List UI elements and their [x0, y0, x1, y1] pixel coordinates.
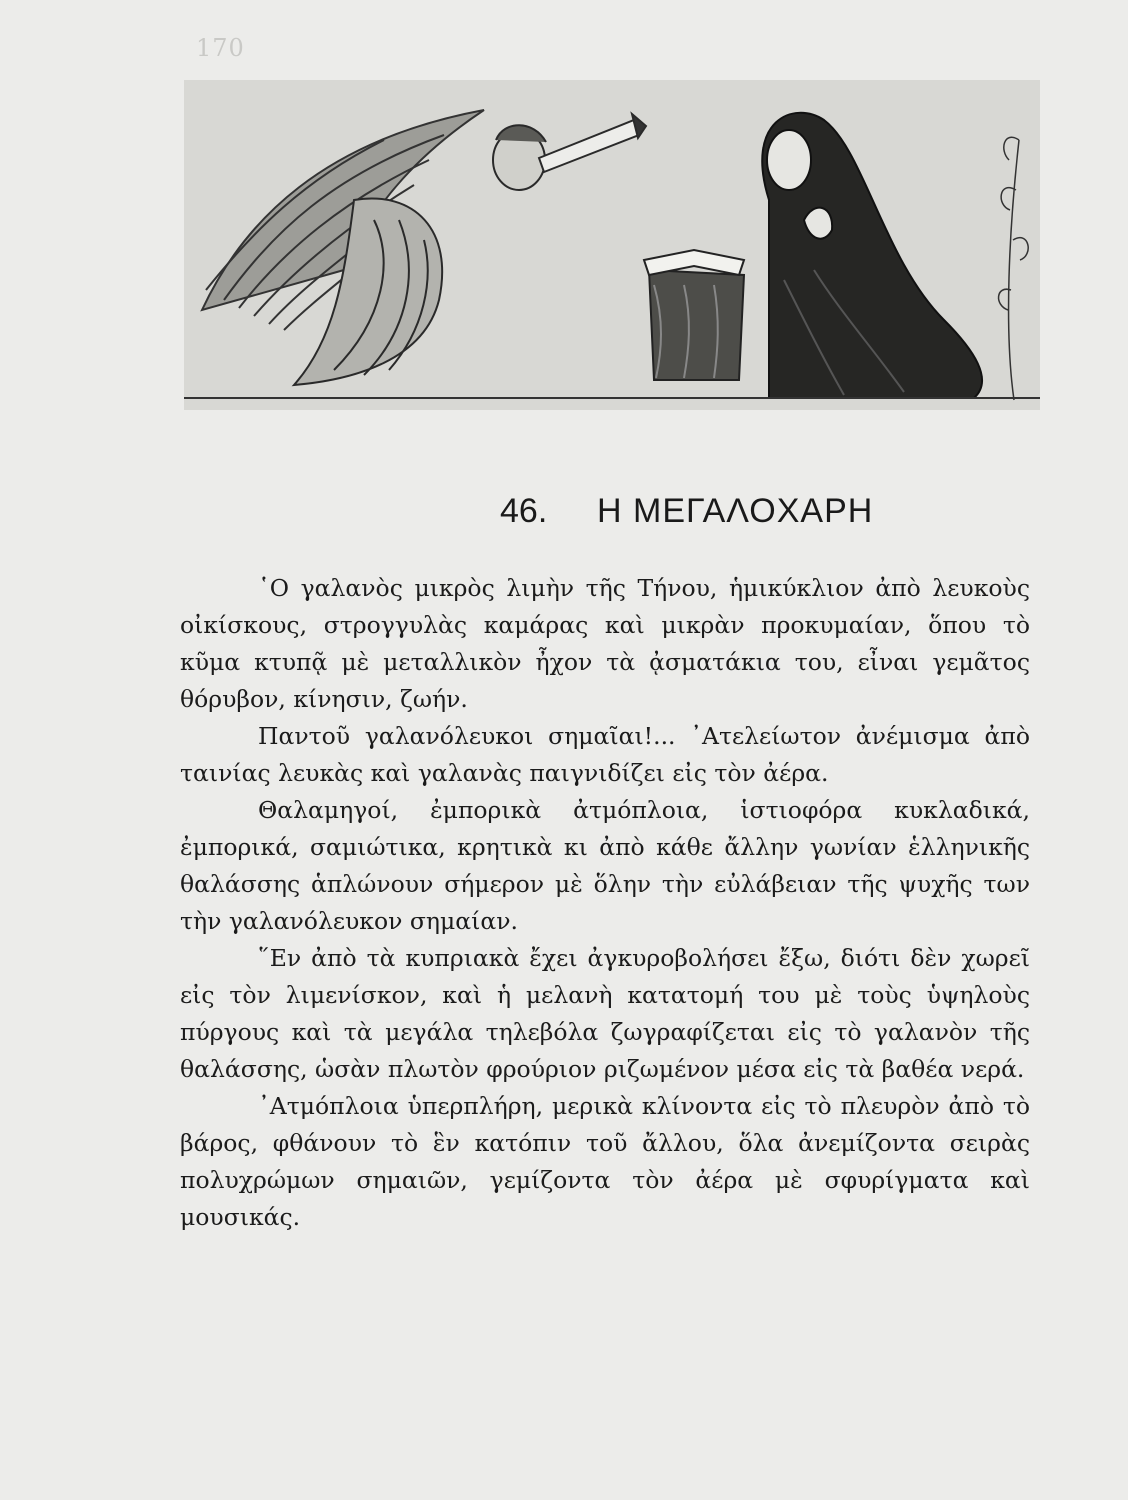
annunciation-illustration — [184, 80, 1040, 410]
paragraph: Θαλαμηγοί, ἐμπορικὰ ἀτμόπλοια, ἱστιοφόρα κυκλαδικά, ἐμπορικά, σαμιώτικα, κρητικὰ κι ἀπὸ κάθε ἄλλην γωνίαν ἑλληνικῆς θαλάσσης ἁπλώνουν σήμερον μὲ ὅλην τὴν εὐλάβειαν τῆς ψυχῆς των τὴν γαλανόλευκον σημαίαν. — [180, 796, 1030, 935]
paragraph: ῾Ο γαλανὸς μικρὸς λιμὴν τῆς Τήνου, ἡμικύκλιον ἀπὸ λευκοὺς οἰκίσκους, στρογγυλὰς καμάρας καὶ μικρὰν προκυμαίαν, ὅπου τὸ κῦμα κτυπᾷ μὲ μεταλλικὸν ἦχον τὰ ᾀσματάκια του, εἶναι γεμᾶτος θόρυβον, κίνησιν, ζωήν. — [180, 574, 1030, 713]
paragraph: ᾿Ατμόπλοια ὑπερπλήρη, μερικὰ κλίνοντα εἰς τὸ πλευρὸν ἀπὸ τὸ βάρος, φθάνουν τὸ ἓν κατόπιν τοῦ ἄλλου, ὅλα ἀνεμίζοντα σειρὰς πολυχρώμων σημαιῶν, γεμίζοντα τὸν ἀέρα μὲ σφυρίγματα καὶ μουσικάς. — [180, 1092, 1030, 1231]
chapter-title: Η ΜΕΓΑΛΟΧΑΡΗ — [597, 492, 874, 530]
page-number: 170 — [196, 34, 245, 62]
chapter-number: 46. — [500, 492, 548, 530]
body-text — [180, 570, 1030, 1236]
paragraph: Παντοῦ γαλανόλευκοι σημαῖαι!... ᾿Ατελείωτον ἀνέμισμα ἀπὸ ταινίας λευκὰς καὶ γαλανὰς παιγνιδίζει εἰς τὸν ἀέρα. — [180, 722, 1030, 787]
illustration-drawing — [184, 80, 1040, 410]
paragraph: ῞Εν ἀπὸ τὰ κυπριακὰ ἔχει ἀγκυροβολήσει ἔξω, διότι δὲν χωρεῖ εἰς τὸν λιμενίσκον, καὶ ἡ μελανὴ κατατομή του μὲ τοὺς ὑψηλοὺς πύργους καὶ τὰ μεγάλα τηλεβόλα ζωγραφίζεται εἰς τὸ γαλανὸν τῆς θαλάσσης, ὡσὰν πλωτὸν φρούριον ριζωμένον μέσα εἰς τὰ βαθέα νερά. — [180, 944, 1030, 1083]
chapter-heading — [184, 486, 1040, 536]
